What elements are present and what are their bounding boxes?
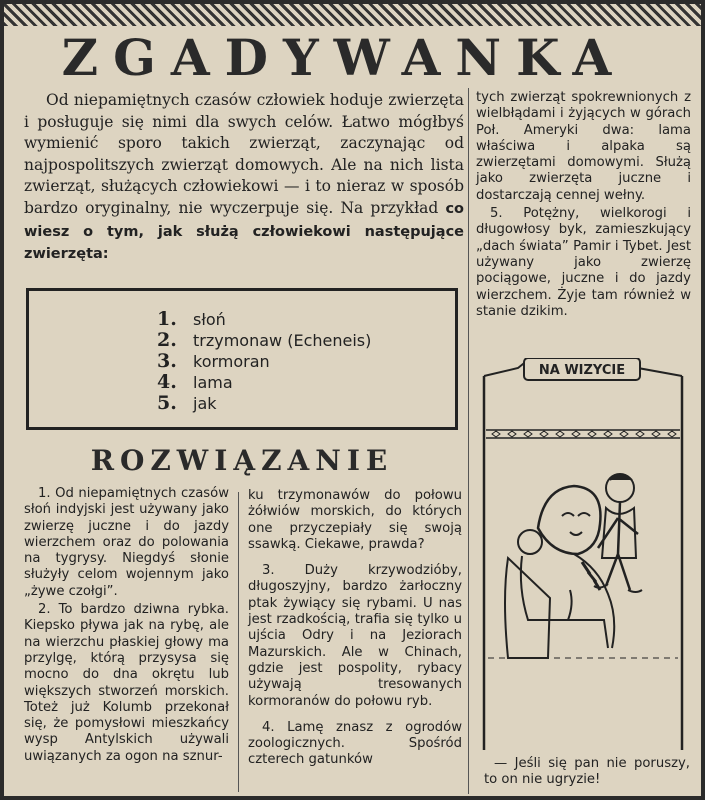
list-item <box>157 372 371 393</box>
intro-bold-question: co wiesz o tym, jak służą człowiekowi następujące zwierzęta: <box>24 200 464 263</box>
solution-paragraph: 3. Duży krzywodzióby, długoszyjny, bardzo żarłoczny ptak żywiący się rybami. U nas jest rzadkością, trafia się tylko u ujścia Odry i na Jeziorach Mazurskich. Ale w Chinach, gdzie jest pospolity, rybacy używają tresowanych kormoranów do połowu ryb. <box>248 563 462 709</box>
cartoon-sign-text: NA WIZYCIE <box>538 363 626 378</box>
column-divider <box>238 492 239 792</box>
cartoon-caption: — Jeśli się pan nie poruszy, to on nie ugryzie! <box>484 756 690 788</box>
solution-column-left <box>24 486 229 765</box>
solution-paragraph: 5. Potężny, wielkorogi i długowłosy byk, zamieszkujący „dach świata” Pamir i Tybet. Jest używany jako zwierzę pociągowe, juczne i do jazdy wierzchem. Żyje tam również w stanie dzikim. <box>476 206 691 319</box>
list-number: 1. <box>157 308 177 330</box>
list-item <box>157 330 371 351</box>
solution-paragraph: 1. Od niepamiętnych czasów słoń indyjski jest używany jako zwierzę juczne i do jazdy wierzchem oraz do polowania na tygrysy. Niegdyś słonie służyły celom wojennym jako „żywe czołgi”. <box>24 486 229 599</box>
list-item <box>157 393 371 414</box>
solution-paragraph: ku trzymonawów do połowu żółwiów morskich, do których one przyczepiały się swoją ssawką. Ciekawe, prawda? <box>248 488 462 552</box>
list-label: jak <box>193 394 217 413</box>
list-number: 5. <box>157 392 177 414</box>
solution-paragraph: tych zwierząt spokrewnionych z wielbłądami i żyjących w górach Poł. Ameryki dwa: lama właściwa i alpaka są zwierzętami domowymi. Służą jako zwierzęta juczne i dostarczają cennej wełny. <box>476 90 691 203</box>
animal-list <box>157 309 371 414</box>
solution-column-right <box>476 90 691 320</box>
list-label: lama <box>193 373 233 392</box>
cartoon-illustration <box>478 358 688 750</box>
list-item <box>157 309 371 330</box>
solution-paragraph: 2. To bardzo dziwna rybka. Kiepsko pływa jak na rybę, ale na wierzchu płaskiej głowy ma przylgę, którą przysysa się mocno do dna okrętu lub większych stworzeń morskich. Toteż już Kolumb przekonał się, że pomysłowi mieszkańcy wysp Antylskich używali uwiązanych za ogon na sznur- <box>24 602 229 764</box>
solution-heading: ROZWIĄZANIE <box>90 444 394 477</box>
hatched-border <box>4 4 701 26</box>
list-number: 3. <box>157 350 177 372</box>
intro-paragraph <box>24 90 464 266</box>
list-number: 4. <box>157 371 177 393</box>
solution-column-middle <box>248 488 462 769</box>
column-divider <box>468 88 469 794</box>
page-title: ZGADYWANKA <box>61 28 627 87</box>
list-number: 2. <box>157 329 177 351</box>
animal-list-box <box>26 288 458 430</box>
list-item <box>157 351 371 372</box>
solution-paragraph: 4. Lamę znasz z ogrodów zoologicznych. Spośród czterech gatunków <box>248 719 462 768</box>
intro-text: Od niepamiętnych czasów człowiek hoduje zwierzęta i posługuje się nimi dla swych celów. Łatwo mógłbyś wymienić sporo takich zwierząt, zaczynając od najpospolitszych zwierząt domowych. Ale na nich lista zwierząt, służących człowiekowi — i to nieraz w sposób bardzo oryginalny, nie wyczerpuje się. Na przykład <box>24 91 464 217</box>
list-label: kormoran <box>193 352 270 371</box>
list-label: słoń <box>193 310 226 329</box>
list-label: trzymonaw (Echeneis) <box>193 331 372 350</box>
